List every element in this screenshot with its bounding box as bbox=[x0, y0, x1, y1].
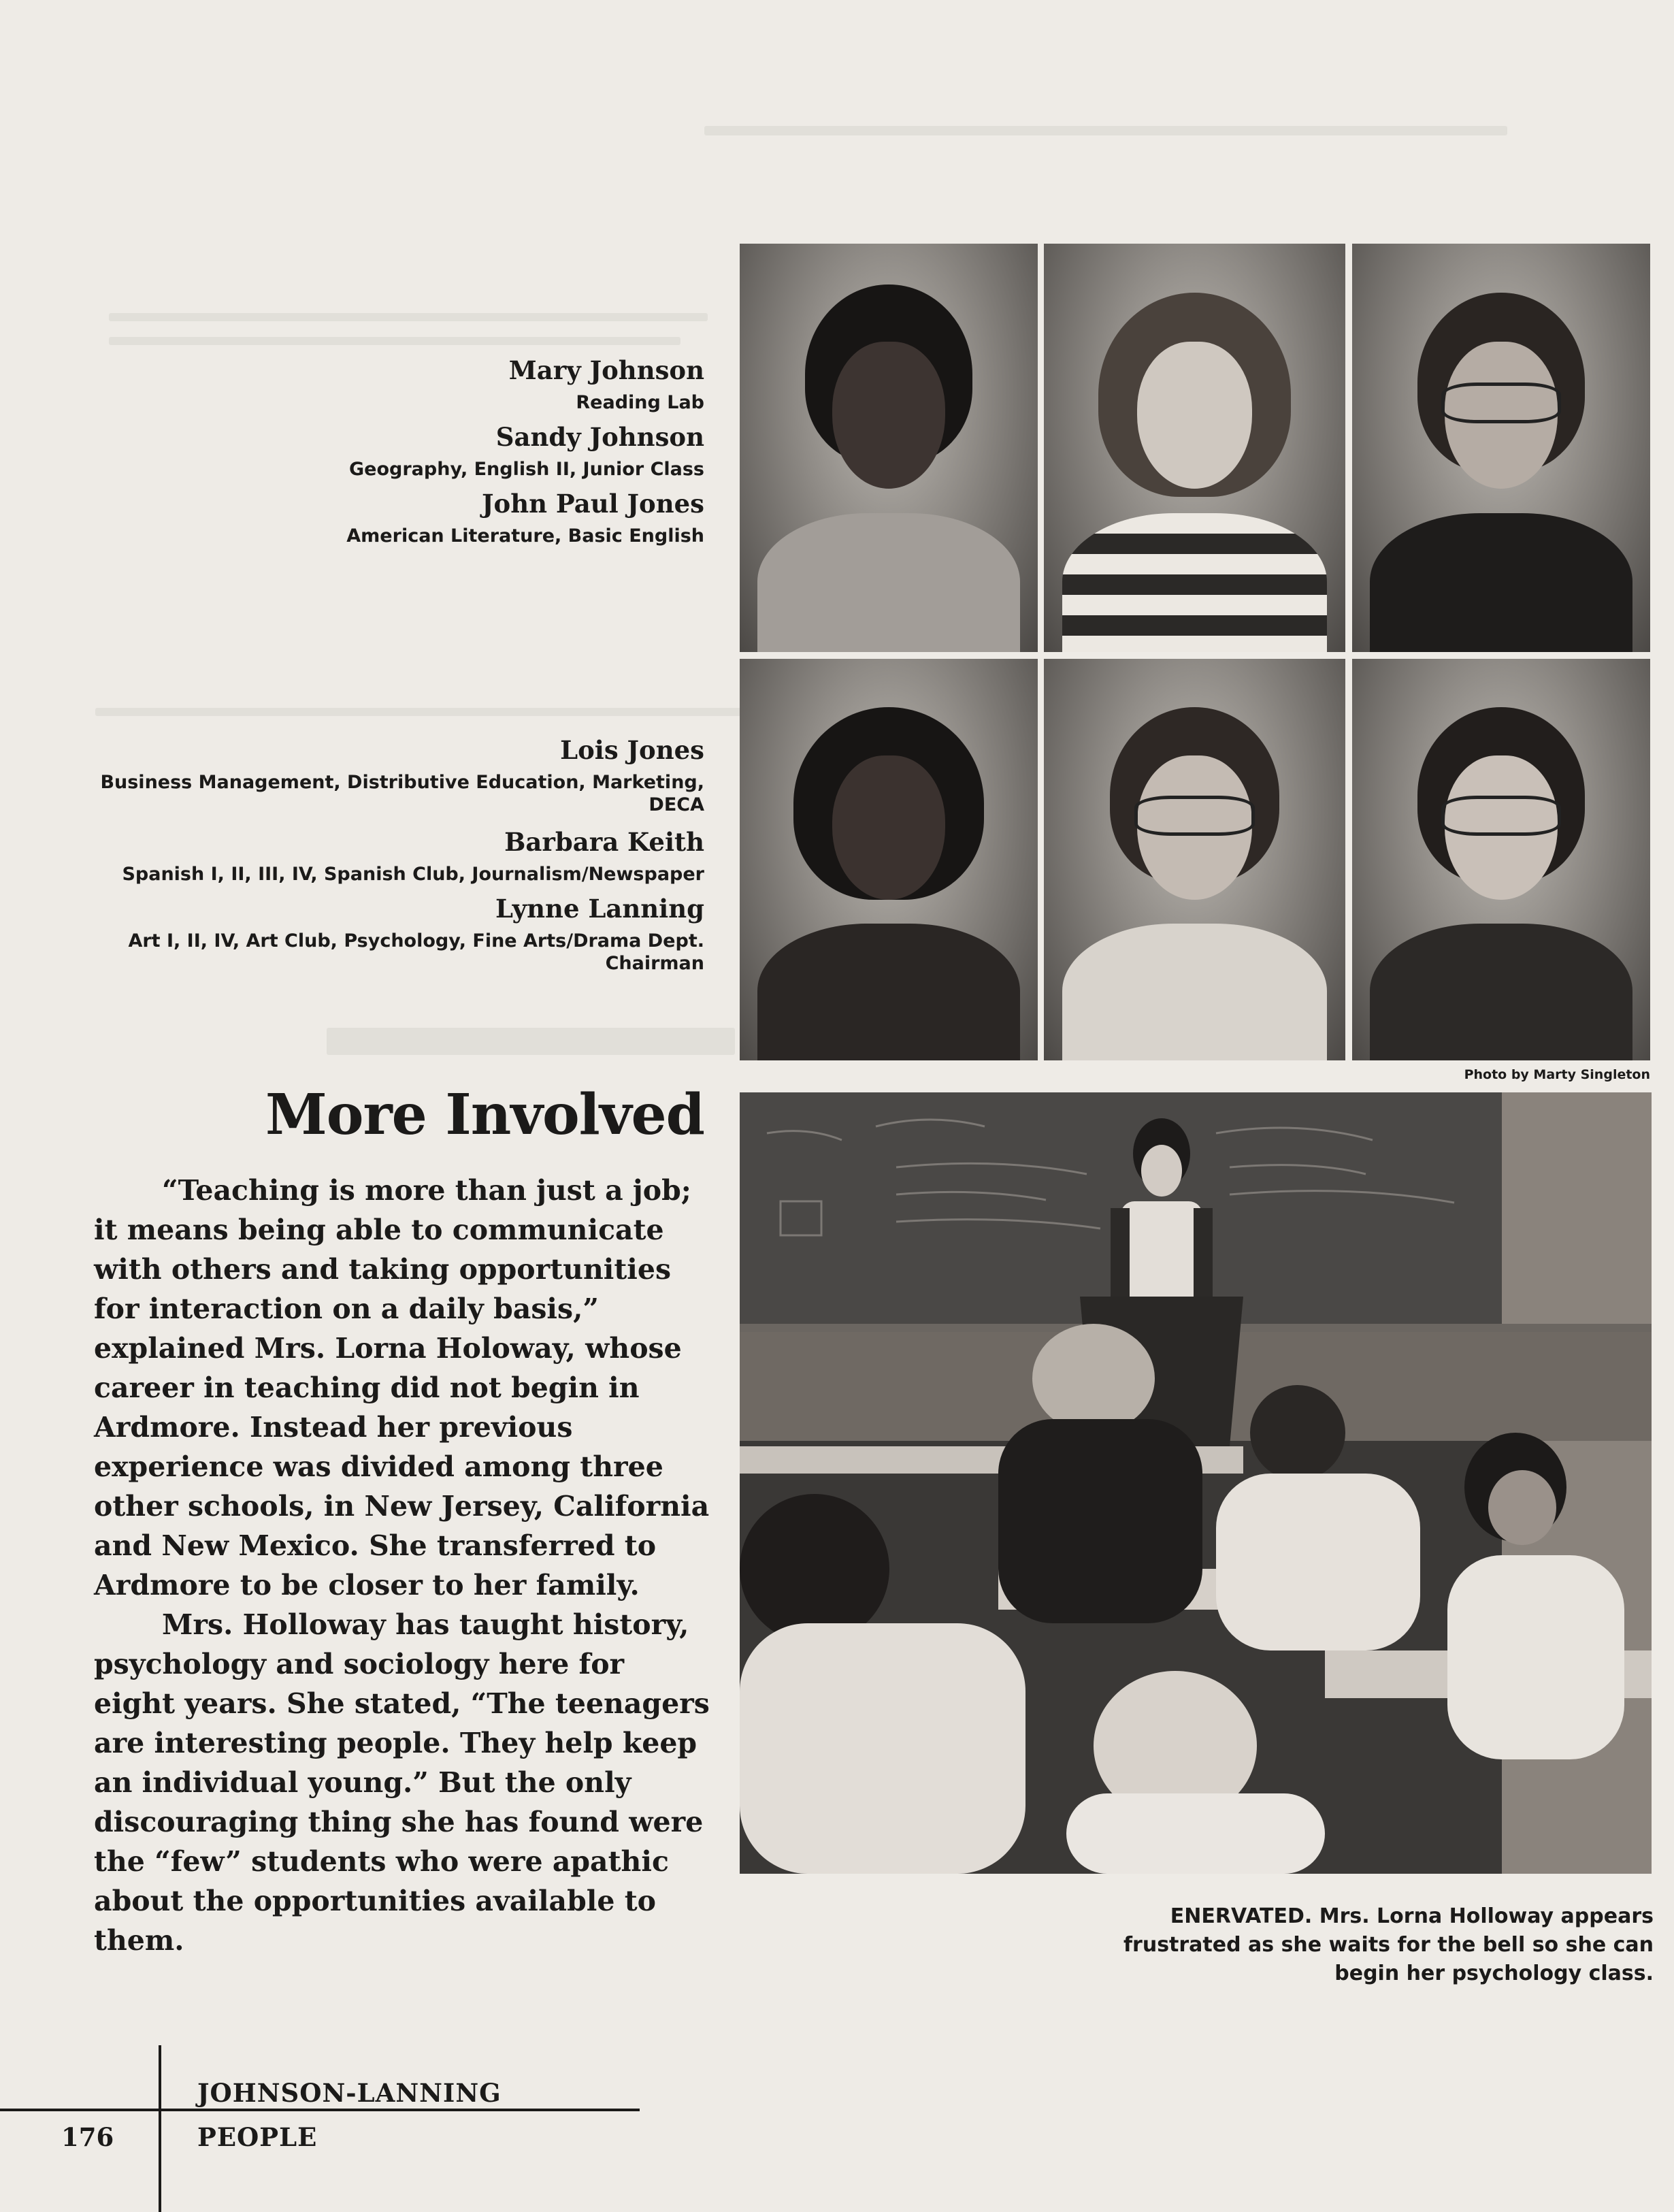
faculty-subjects: Spanish I, II, III, IV, Spanish Club, Journalism/Newspaper bbox=[122, 864, 704, 885]
section-title: JOHNSON-LANNING bbox=[197, 2078, 502, 2108]
faculty-name: Lynne Lanning bbox=[495, 894, 704, 924]
story-paragraph: “Teaching is more than just a job; it means being able to communicate with others and taking opportunities for interaction on a daily basis,” explained Mrs. Lorna Holoway, whose career in teaching did not begin in Ardmore. Instead her previous experience was divided among three other schools, in New Jersey, California and New Mexico. She transferred to Ardmore to be closer to her family. bbox=[94, 1174, 710, 1601]
footer-horizontal-rule bbox=[0, 2109, 640, 2111]
faculty-name: Sandy Johnson bbox=[495, 422, 704, 452]
student-body bbox=[1447, 1555, 1624, 1759]
show-through bbox=[109, 337, 680, 345]
footer-vertical-rule bbox=[159, 2045, 161, 2212]
student-head bbox=[740, 1494, 889, 1644]
teacher-face bbox=[1141, 1145, 1182, 1197]
show-through bbox=[327, 1028, 735, 1055]
student-body bbox=[740, 1623, 1025, 1874]
teacher-vest bbox=[1194, 1208, 1213, 1297]
student-body bbox=[998, 1419, 1202, 1623]
story-body bbox=[94, 1171, 713, 1960]
portrait-photo bbox=[1352, 659, 1650, 1060]
student-head bbox=[1032, 1324, 1155, 1433]
faculty-name: Barbara Keith bbox=[504, 827, 704, 857]
classroom-illustration bbox=[740, 1092, 1652, 1874]
faculty-subjects: Business Management, Distributive Education, Marketing, DECA bbox=[100, 772, 704, 815]
portrait-photo bbox=[1352, 244, 1650, 652]
portrait-photo bbox=[740, 659, 1038, 1060]
portrait-photo bbox=[1044, 659, 1345, 1060]
teacher-blouse bbox=[1121, 1201, 1202, 1303]
student-face bbox=[1488, 1470, 1556, 1545]
student-head bbox=[1250, 1385, 1345, 1480]
show-through bbox=[109, 313, 708, 321]
student-body bbox=[1066, 1793, 1325, 1874]
show-through bbox=[95, 708, 749, 716]
faculty-subjects: Reading Lab bbox=[576, 392, 704, 413]
portrait-photo bbox=[740, 244, 1038, 652]
faculty-name: Mary Johnson bbox=[508, 355, 704, 385]
faculty-name: John Paul Jones bbox=[482, 489, 704, 519]
section-category: PEOPLE bbox=[197, 2122, 318, 2152]
faculty-name: Lois Jones bbox=[560, 735, 704, 765]
photo-credit: Photo by Marty Singleton bbox=[1464, 1067, 1650, 1082]
page-number: 176 bbox=[61, 2122, 114, 2152]
teacher-vest bbox=[1111, 1208, 1130, 1297]
faculty-subjects: Geography, English II, Junior Class bbox=[349, 459, 704, 480]
classroom-photo bbox=[740, 1092, 1652, 1874]
photo-caption: ENERVATED. Mrs. Lorna Holloway appears frustrated as she waits for the bell so she can begin her psychology class. bbox=[1123, 1904, 1654, 1985]
portrait-photo bbox=[1044, 244, 1345, 652]
story-paragraph: Mrs. Holloway has taught history, psychology and sociology here for eight years. She stated, “The teenagers are interesting people. They help keep an individual young.” But the only discouraging thing she has found were the “few” students who were apathic about the opportunities available to them. bbox=[94, 1608, 710, 1957]
show-through bbox=[704, 126, 1507, 135]
story-headline: More Involved bbox=[265, 1082, 704, 1148]
faculty-subjects: American Literature, Basic English bbox=[346, 525, 704, 547]
faculty-subjects: Art I, II, IV, Art Club, Psychology, Fine Arts/Drama Dept. Chairman bbox=[128, 930, 704, 974]
student-body bbox=[1216, 1474, 1420, 1650]
